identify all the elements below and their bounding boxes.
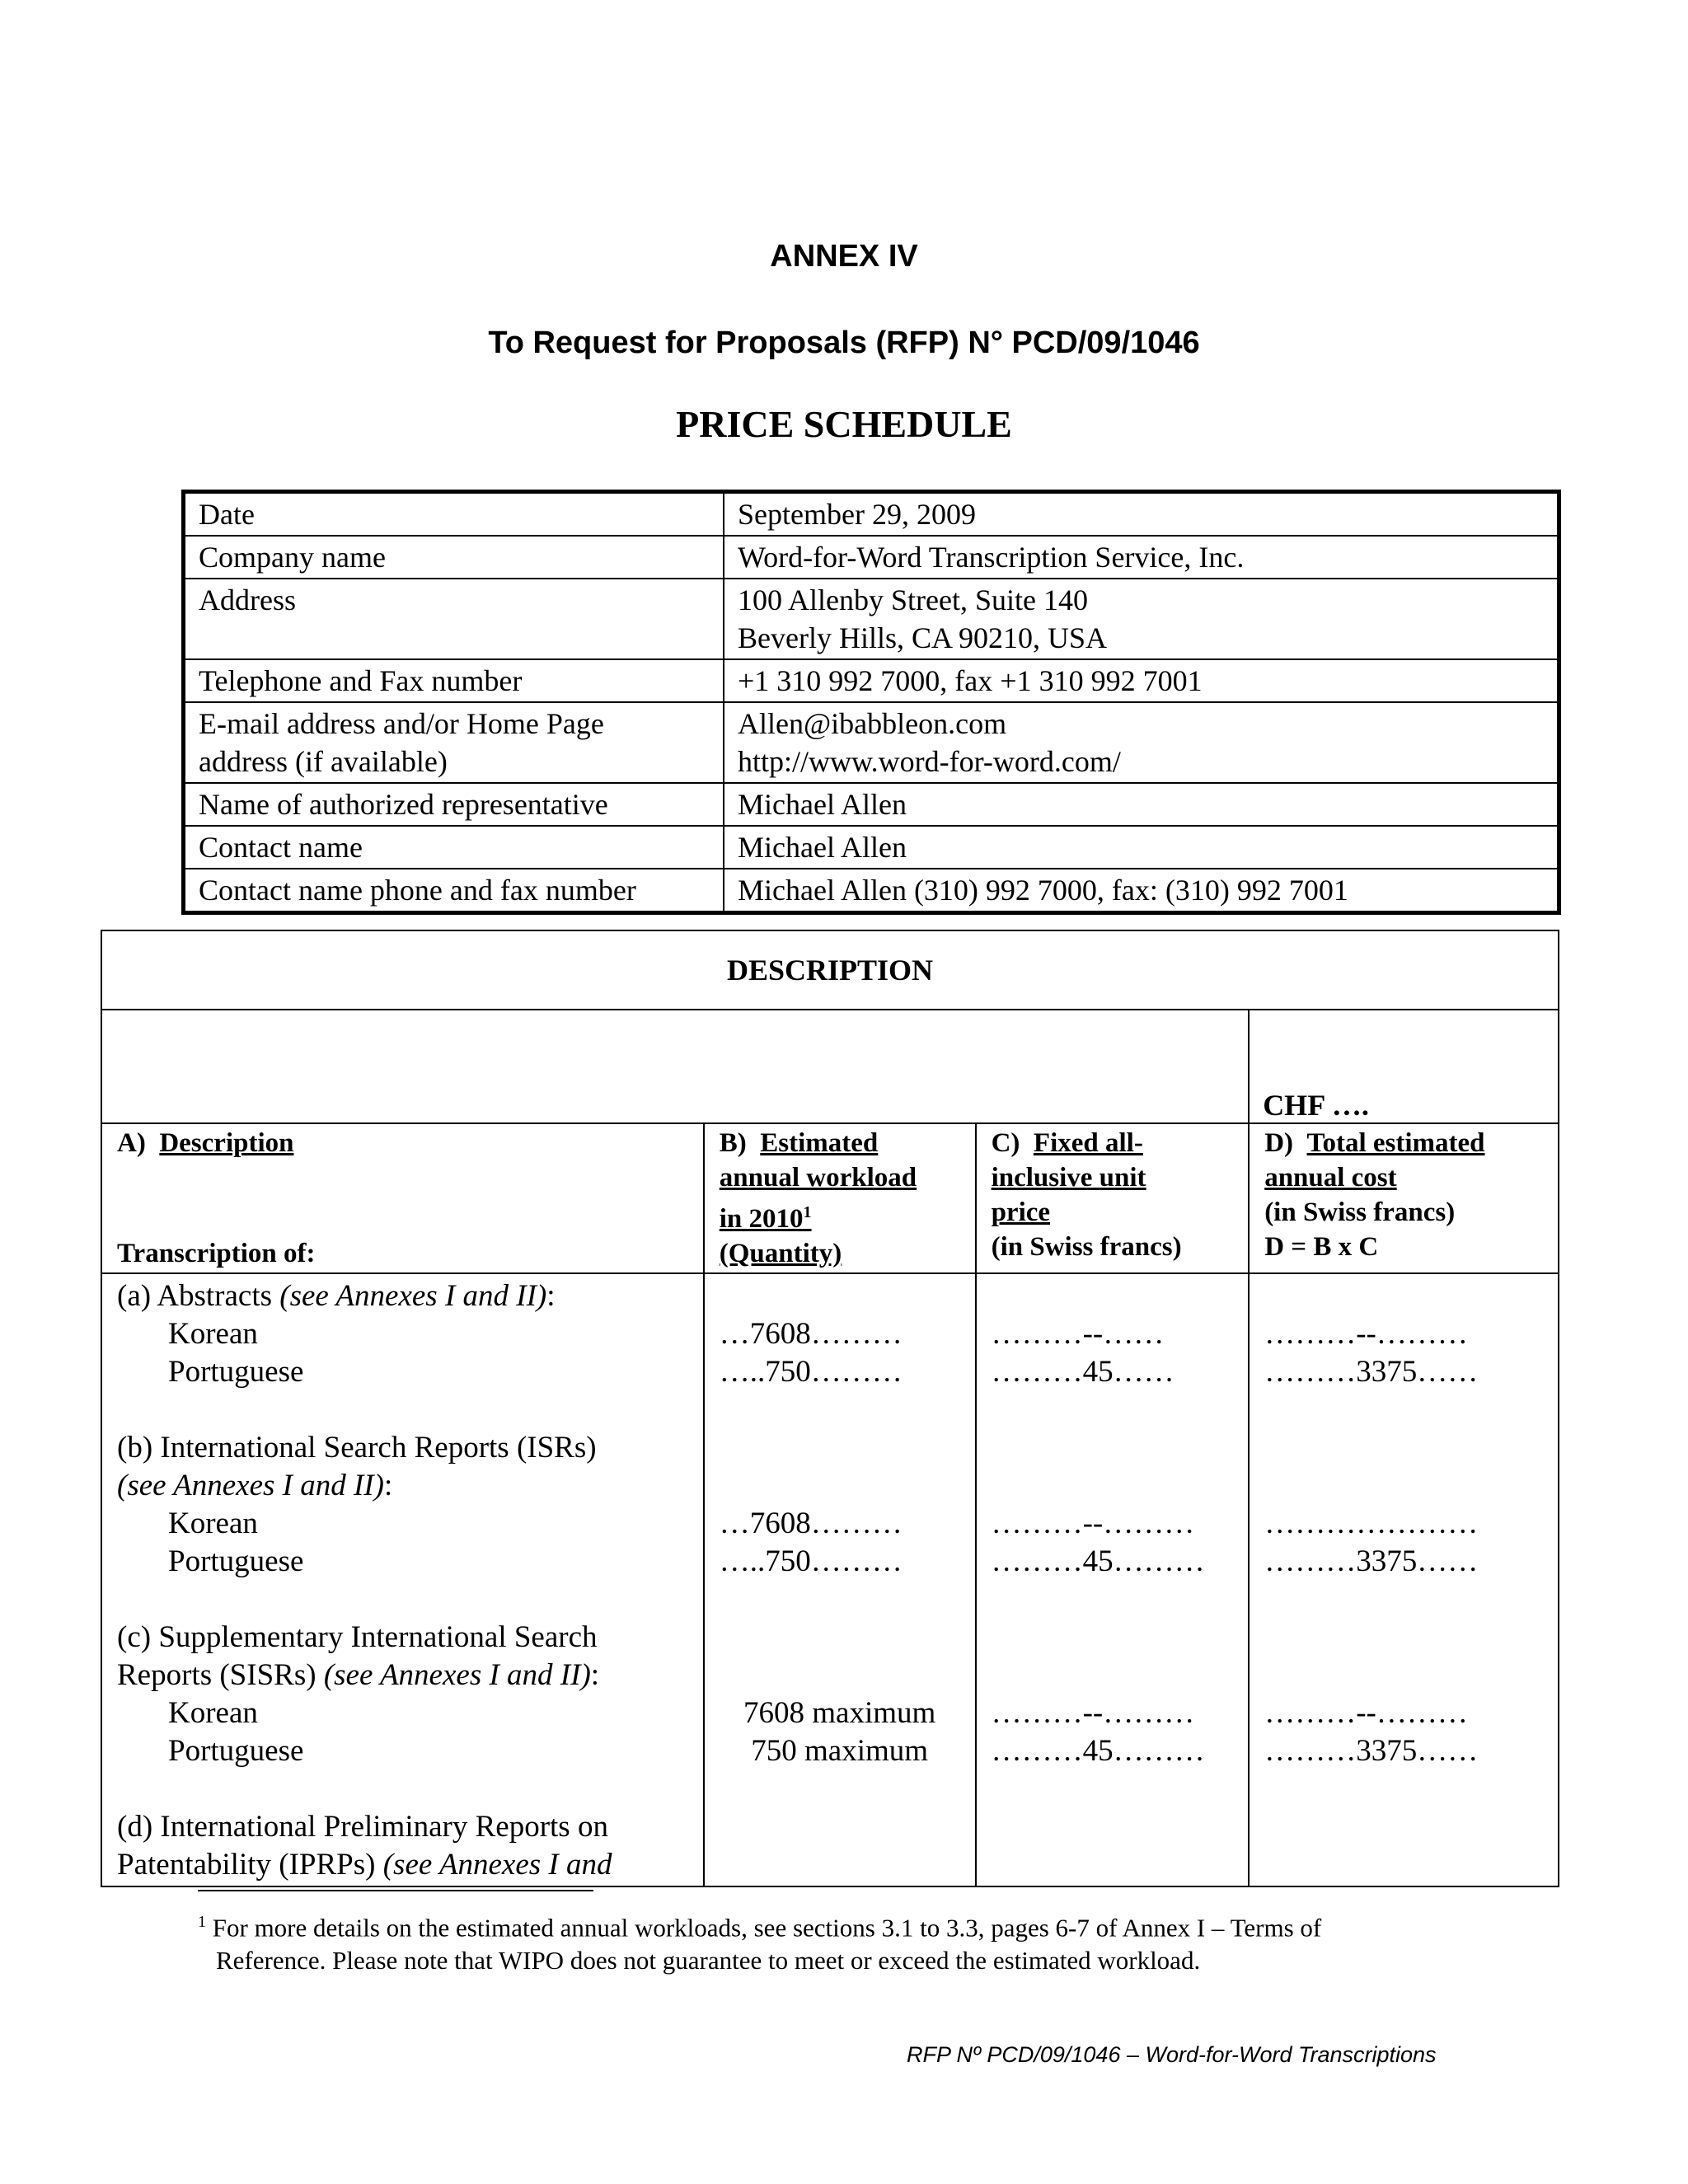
col-b-header <box>704 1123 976 1273</box>
section-c-portuguese: Portuguese <box>168 1734 304 1768</box>
c-korean-workload: 7608 maximum <box>743 1696 936 1730</box>
section-d-label-2: Patentability (IPRPs) <box>117 1848 383 1882</box>
contact-label: Contact name <box>184 826 724 869</box>
info-row-address <box>184 579 1559 659</box>
c-korean-price: ………--……… <box>991 1696 1195 1730</box>
col-b-line-3: in 2010 <box>719 1204 804 1234</box>
table-body-row <box>101 1273 1559 1886</box>
col-a-header <box>101 1123 704 1273</box>
col-a-prefix: A) <box>117 1128 146 1158</box>
currency-blank-cell <box>101 1010 1249 1123</box>
col-d-line-4: D = B x C <box>1264 1232 1379 1262</box>
email-value-cell <box>724 702 1559 783</box>
col-c-line-1: Fixed all- <box>1033 1128 1143 1158</box>
email-value: Allen@ibabbleon.com <box>738 707 1007 740</box>
email-label-line-2: address (if available) <box>199 745 448 778</box>
col-d-prefix: D) <box>1264 1128 1294 1158</box>
col-d-header <box>1249 1123 1559 1273</box>
footnote <box>198 1905 1484 1977</box>
address-line-2: Beverly Hills, CA 90210, USA <box>738 621 1108 654</box>
page-title: PRICE SCHEDULE <box>676 403 1012 445</box>
currency-label: CHF …. <box>1249 1010 1559 1123</box>
col-c-prefix: C) <box>991 1128 1020 1158</box>
col-b-line-1: Estimated <box>760 1128 879 1158</box>
col-c-header <box>976 1123 1250 1273</box>
representative-value: Michael Allen <box>724 783 1559 826</box>
footnote-mark: 1 <box>198 1913 206 1931</box>
total-cost-column <box>1249 1273 1559 1886</box>
info-row-representative <box>184 783 1559 826</box>
col-b-line-2: annual workload <box>719 1163 917 1193</box>
col-b-line-4: (Quantity) <box>719 1239 842 1268</box>
contact-value: Michael Allen <box>724 826 1559 869</box>
a-korean-workload: …7608……… <box>719 1317 903 1351</box>
b-korean-price: ………--……… <box>991 1507 1195 1540</box>
section-b-label: (b) International Search Reports (ISRs) <box>117 1431 597 1465</box>
address-value <box>724 579 1559 659</box>
b-korean-total: ………………… <box>1264 1507 1479 1540</box>
section-b-ref: (see Annexes I and II) <box>117 1469 384 1502</box>
col-d-line-1: Total estimated <box>1306 1128 1485 1158</box>
colon: : <box>546 1279 556 1313</box>
footnote-line-1: For more details on the estimated annual workloads, see sections 3.1 to 3.3, pages 6-7 of Annex I – Terms of <box>206 1913 1322 1943</box>
info-row-company <box>184 536 1559 579</box>
c-portuguese-price: ………45……… <box>991 1734 1205 1768</box>
annex-heading: ANNEX IV <box>770 239 918 274</box>
unit-price-column <box>976 1273 1250 1886</box>
a-korean-price: ………--…… <box>991 1317 1165 1351</box>
contact-phone-value: Michael Allen (310) 992 7000, fax: (310) 992 7001 <box>724 869 1559 913</box>
representative-label: Name of authorized representative <box>184 783 724 826</box>
col-d-line-2: annual cost <box>1264 1163 1397 1193</box>
b-portuguese-workload: …..750……… <box>719 1544 903 1578</box>
col-c-line-4: (in Swiss francs) <box>991 1232 1182 1262</box>
contact-phone-label: Contact name phone and fax number <box>184 869 724 913</box>
col-d-line-3: (in Swiss francs) <box>1264 1197 1456 1227</box>
date-value: September 29, 2009 <box>724 492 1559 537</box>
col-a-sub: Transcription of: <box>117 1239 316 1268</box>
rfp-heading: To Request for Proposals (RFP) N° PCD/09/1046 <box>488 326 1200 360</box>
section-a-korean: Korean <box>168 1317 258 1351</box>
info-row-contact <box>184 826 1559 869</box>
section-c-label-1: (c) Supplementary International Search <box>117 1620 598 1654</box>
b-portuguese-total: ………3375…… <box>1264 1544 1479 1578</box>
a-portuguese-price: ………45…… <box>991 1355 1175 1389</box>
col-c-line-2: inclusive unit <box>991 1163 1146 1193</box>
description-column <box>101 1273 704 1886</box>
info-row-date <box>184 492 1559 537</box>
currency-row <box>101 1010 1559 1123</box>
section-b-korean: Korean <box>168 1507 258 1540</box>
c-portuguese-workload: 750 maximum <box>751 1734 929 1768</box>
page-footer: RFP Nº PCD/09/1046 – Word-for-Word Transcriptions <box>907 2042 1437 2067</box>
info-row-contact-phone <box>184 869 1559 913</box>
footnote-line-2: Reference. Please note that WIPO does not guarantee to meet or exceed the estimated workload. <box>216 1946 1201 1975</box>
email-label-line-1: E-mail address and/or Home Page <box>199 707 604 740</box>
c-korean-total: ………--……… <box>1264 1696 1468 1730</box>
c-portuguese-total: ………3375…… <box>1264 1734 1479 1768</box>
phone-label: Telephone and Fax number <box>184 659 724 702</box>
section-b-portuguese: Portuguese <box>168 1544 304 1578</box>
footnote-divider <box>198 1890 593 1891</box>
section-a-ref: (see Annexes I and II) <box>279 1279 547 1313</box>
section-d-ref: (see Annexes I and <box>382 1848 612 1882</box>
a-portuguese-workload: …..750……… <box>719 1355 903 1389</box>
colon: : <box>590 1658 600 1692</box>
workload-column <box>704 1273 976 1886</box>
description-heading-row <box>101 930 1559 1010</box>
price-description-table <box>101 930 1559 1887</box>
col-b-prefix: B) <box>719 1128 747 1158</box>
section-c-label-2: Reports (SISRs) <box>117 1658 324 1692</box>
b-korean-workload: …7608……… <box>719 1507 903 1540</box>
address-line-1: 100 Allenby Street, Suite 140 <box>738 583 1088 616</box>
column-header-row <box>101 1123 1559 1273</box>
footnote-ref: 1 <box>803 1203 812 1221</box>
colon: : <box>383 1469 393 1502</box>
col-c-line-3: price <box>991 1197 1051 1227</box>
info-row-email <box>184 702 1559 783</box>
company-info-table <box>181 490 1561 915</box>
phone-value: +1 310 992 7000, fax +1 310 992 7001 <box>724 659 1559 702</box>
info-row-phone <box>184 659 1559 702</box>
address-label: Address <box>184 579 724 659</box>
section-c-ref: (see Annexes I and II) <box>323 1658 591 1692</box>
web-value: http://www.word-for-word.com/ <box>738 745 1121 778</box>
section-c-korean: Korean <box>168 1696 258 1730</box>
date-label: Date <box>184 492 724 537</box>
col-a-title: Description <box>159 1128 294 1158</box>
b-portuguese-price: ………45……… <box>991 1544 1205 1578</box>
a-portuguese-total: ………3375…… <box>1264 1355 1479 1389</box>
company-value: Word-for-Word Transcription Service, Inc. <box>724 536 1559 579</box>
section-a-label: (a) Abstracts <box>117 1279 280 1313</box>
company-label: Company name <box>184 536 724 579</box>
email-label <box>184 702 724 783</box>
section-a-portuguese: Portuguese <box>168 1355 304 1389</box>
description-heading: DESCRIPTION <box>101 930 1559 1010</box>
section-d-label-1: (d) International Preliminary Reports on <box>117 1810 608 1844</box>
a-korean-total: ………--……… <box>1264 1317 1468 1351</box>
